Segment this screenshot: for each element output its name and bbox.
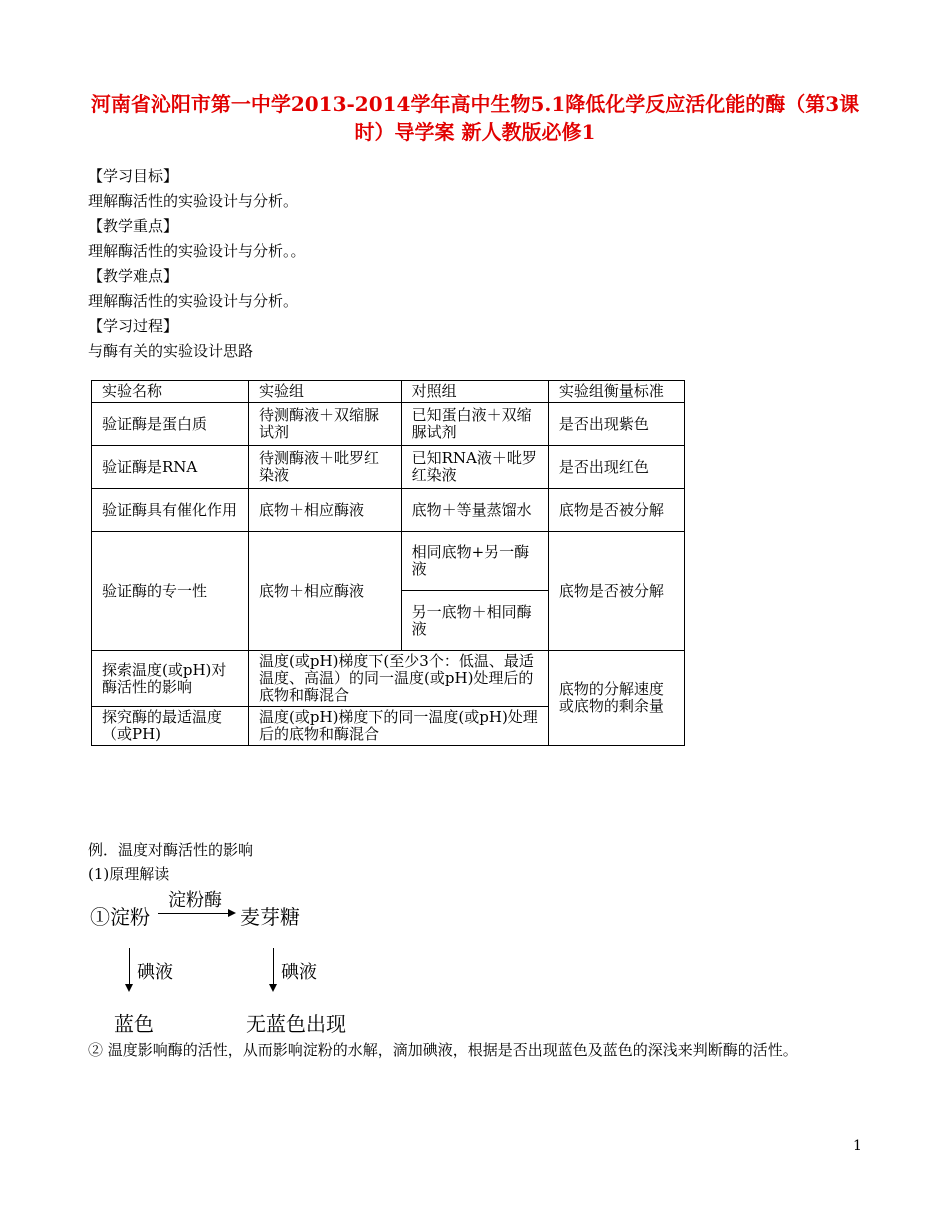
page-number: 1 <box>853 1138 862 1154</box>
table-cell: 探索温度(或pH)对酶活性的影响 <box>92 651 249 707</box>
table-row <box>92 489 685 532</box>
table-cell: 验证酶是蛋白质 <box>92 403 249 446</box>
reaction-arrow <box>158 913 234 914</box>
table-row <box>92 403 685 446</box>
table-cell: 相同底物+另一酶液 <box>401 532 548 591</box>
process-text: 与酶有关的实验设计思路 <box>88 342 254 360</box>
focus-heading: 【教学重点】 <box>88 217 179 235</box>
down-arrow-left <box>129 948 130 990</box>
document-title: 河南省沁阳市第一中学2013-2014学年高中生物5.1降低化学反应活化能的酶（第3课时）导学案 新人教版必修1 <box>90 92 860 144</box>
table-cell: 已知蛋白液＋双缩脲试剂 <box>401 403 548 446</box>
table-row <box>92 651 685 707</box>
diagram-product-label: 麦芽糖 <box>240 905 300 929</box>
experiment-table <box>91 380 685 746</box>
diagram-enzyme-label: 淀粉酶 <box>168 890 222 911</box>
table-header-row <box>92 381 685 403</box>
table-cell: 温度(或pH)梯度下(至少3个：低温、最适温度、高温）的同一温度(或pH)处理后的底物和酶混合 <box>249 651 549 707</box>
table-cell: 是否出现紫色 <box>548 403 684 446</box>
diagram-reagent-left: 碘液 <box>137 962 173 983</box>
table-cell: 待测酶液＋双缩脲试剂 <box>249 403 402 446</box>
table-cell: 底物是否被分解 <box>548 532 684 651</box>
header-cell: 实验名称 <box>92 381 249 403</box>
table-cell: 底物是否被分解 <box>548 489 684 532</box>
focus-text: 理解酶活性的实验设计与分析。。 <box>88 242 306 260</box>
header-cell: 实验组衡量标准 <box>548 381 684 403</box>
table-cell: 底物＋等量蒸馏水 <box>401 489 548 532</box>
goal-heading: 【学习目标】 <box>88 167 179 185</box>
example-heading: 例．温度对酶活性的影响 <box>88 841 254 859</box>
down-arrow-right <box>273 948 274 990</box>
difficulty-text: 理解酶活性的实验设计与分析。 <box>88 292 299 310</box>
diagram-result-right: 无蓝色出现 <box>246 1012 346 1036</box>
table-cell: 底物＋相应酶液 <box>249 489 402 532</box>
table-cell: 验证酶具有催化作用 <box>92 489 249 532</box>
diagram-start-label: ①淀粉 <box>90 905 150 929</box>
table-cell: 验证酶的专一性 <box>92 532 249 651</box>
diagram-result-left: 蓝色 <box>114 1012 154 1036</box>
header-cell: 实验组 <box>249 381 402 403</box>
goal-text: 理解酶活性的实验设计与分析。 <box>88 192 299 210</box>
table-cell: 验证酶是RNA <box>92 446 249 489</box>
table-cell: 探究酶的最适温度（或PH) <box>92 707 249 746</box>
table-row <box>92 532 685 591</box>
table-cell: 是否出现红色 <box>548 446 684 489</box>
header-cell: 对照组 <box>401 381 548 403</box>
table-cell: 底物的分解速度或底物的剩余量 <box>548 651 684 746</box>
difficulty-heading: 【教学难点】 <box>88 267 179 285</box>
example-note: ② 温度影响酶的活性，从而影响淀粉的水解，滴加碘液，根据是否出现蓝色及蓝色的深浅来判断酶的活性。 <box>88 1041 798 1059</box>
table-cell: 底物＋相应酶液 <box>249 532 402 651</box>
example-subheading: (1)原理解读 <box>88 865 170 883</box>
table-cell: 另一底物＋相同酶液 <box>401 591 548 651</box>
table-row <box>92 446 685 489</box>
table-cell: 待测酶液＋吡罗红染液 <box>249 446 402 489</box>
process-heading: 【学习过程】 <box>88 317 179 335</box>
diagram-reagent-right: 碘液 <box>281 962 317 983</box>
table-cell: 已知RNA液＋吡罗红染液 <box>401 446 548 489</box>
table-cell: 温度(或pH)梯度下的同一温度(或pH)处理后的底物和酶混合 <box>249 707 549 746</box>
